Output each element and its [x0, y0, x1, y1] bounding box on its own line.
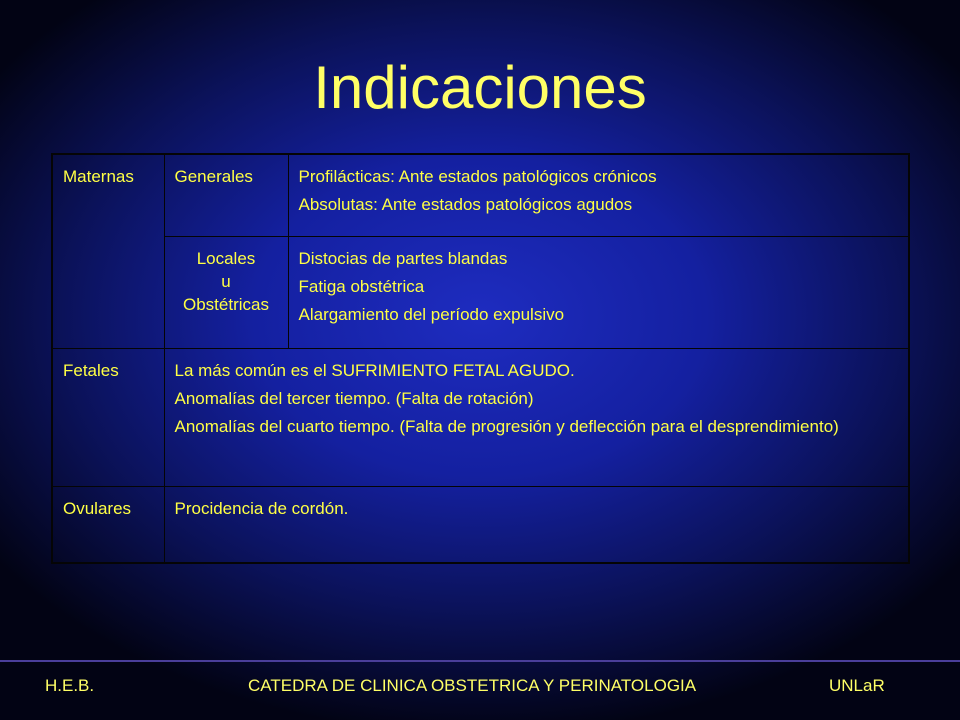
table-row: [52, 236, 909, 348]
slide-title: Indicaciones: [313, 54, 647, 121]
list-item: Fatiga obstétrica: [298, 276, 425, 296]
locales-cell: [164, 236, 288, 348]
table-row: [52, 486, 909, 563]
footer-center: CATEDRA DE CLINICA OBSTETRICA Y PERINATOLOGIA: [248, 676, 697, 695]
ovulares-cell: Ovulares: [52, 486, 164, 563]
list-item: Anomalías del cuarto tiempo. (Falta de progresión y deflección para el desprendimiento): [174, 416, 839, 436]
generales-cell: Generales: [164, 154, 288, 236]
list-item: Distocias de partes blandas: [298, 248, 508, 268]
footer-left: H.E.B.: [45, 676, 95, 695]
locales-line: Locales: [196, 248, 256, 268]
list-item: Profilácticas: Ante estados patológicos crónicos: [298, 167, 657, 186]
maternas-cell: Maternas: [52, 154, 164, 348]
list-item: La más común es el SUFRIMIENTO FETAL AGUDO.: [174, 360, 575, 380]
ovulares-items-cell: [164, 486, 909, 563]
indications-table: [51, 153, 910, 564]
generales-items-cell: [288, 154, 909, 236]
list-item: Absolutas: Ante estados patológicos agudos: [298, 195, 633, 214]
list-item: Alargamiento del período expulsivo: [298, 304, 565, 324]
table-row: [52, 154, 909, 236]
locales-items-cell: [288, 236, 909, 348]
footer-right: UNLaR: [829, 676, 885, 695]
footer-divider: [0, 660, 960, 662]
locales-line: Obstétricas: [183, 294, 269, 314]
list-item: Anomalías del tercer tiempo. (Falta de rotación): [174, 388, 534, 408]
locales-line: u: [221, 271, 231, 291]
fetales-cell: Fetales: [52, 348, 164, 486]
table-row: [52, 348, 909, 486]
fetales-items-cell: [164, 348, 909, 486]
list-item: Procidencia de cordón.: [174, 498, 349, 518]
